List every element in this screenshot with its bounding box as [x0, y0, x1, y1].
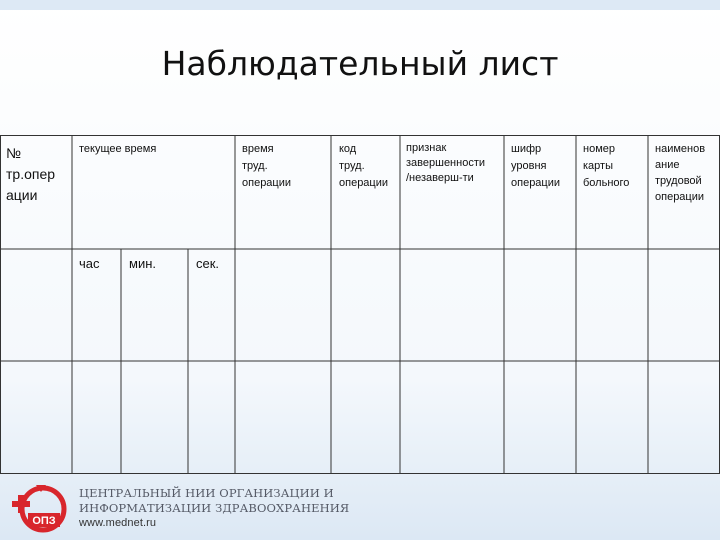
col-cipher-line1: шифр — [511, 143, 542, 155]
col-op-time-line1: время — [242, 143, 274, 155]
col-name-line2: ание — [655, 159, 680, 171]
col-sign-line3: /незаверш-ти — [406, 172, 474, 184]
organization-logo — [10, 482, 68, 536]
org-line2: ИНФОРМАТИЗАЦИИ ЗДРАВООХРАНЕНИЯ — [79, 501, 350, 515]
observation-table — [0, 135, 720, 475]
col-card-line2: карты — [583, 160, 613, 172]
logo-text: ОПЗ — [32, 515, 56, 527]
sub-min-header: мин. — [129, 256, 156, 271]
col-number-header — [6, 143, 55, 206]
org-line1: ЦЕНТРАЛЬНЫЙ НИИ ОРГАНИЗАЦИИ И — [79, 486, 334, 500]
col-card-header — [583, 141, 629, 192]
col-cipher-header — [511, 141, 560, 192]
col-op-time-line2: труд. — [242, 160, 268, 172]
organization-name — [79, 486, 349, 531]
col-number-line1: № — [6, 145, 22, 161]
col-cipher-line3: операции — [511, 177, 561, 189]
col-name-header — [655, 141, 705, 205]
col-cipher-line2: уровня — [511, 160, 547, 172]
footer — [0, 478, 720, 540]
col-number-line2: тр.опер — [6, 166, 56, 182]
col-card-line3: больного — [583, 177, 630, 189]
col-sign-header — [406, 141, 485, 186]
col-code-line1: код — [339, 143, 357, 155]
col-code-line2: труд. — [339, 160, 365, 172]
logo-emblem-icon — [10, 482, 68, 536]
sub-sec-header: сек. — [196, 256, 220, 271]
col-op-time-line3: операции — [242, 177, 292, 189]
col-code-line3: операции — [339, 177, 389, 189]
col-name-line1: наименов — [655, 143, 706, 155]
col-sign-line2: завершенности — [406, 157, 486, 169]
sub-hour-header: час — [79, 256, 100, 271]
col-sign-line1: признак — [406, 142, 447, 154]
col-card-line1: номер — [583, 143, 615, 155]
col-number-line3: ации — [6, 187, 38, 203]
website-link[interactable]: www.mednet.ru — [79, 517, 157, 529]
col-name-line4: операции — [655, 191, 705, 203]
col-current-time-header: текущее время — [79, 143, 157, 155]
col-code-header — [339, 141, 388, 192]
page-title: Наблюдательный лист — [161, 44, 559, 83]
col-op-time-header — [242, 141, 291, 192]
top-accent-bar — [0, 0, 720, 10]
col-name-line3: трудовой — [655, 175, 702, 187]
